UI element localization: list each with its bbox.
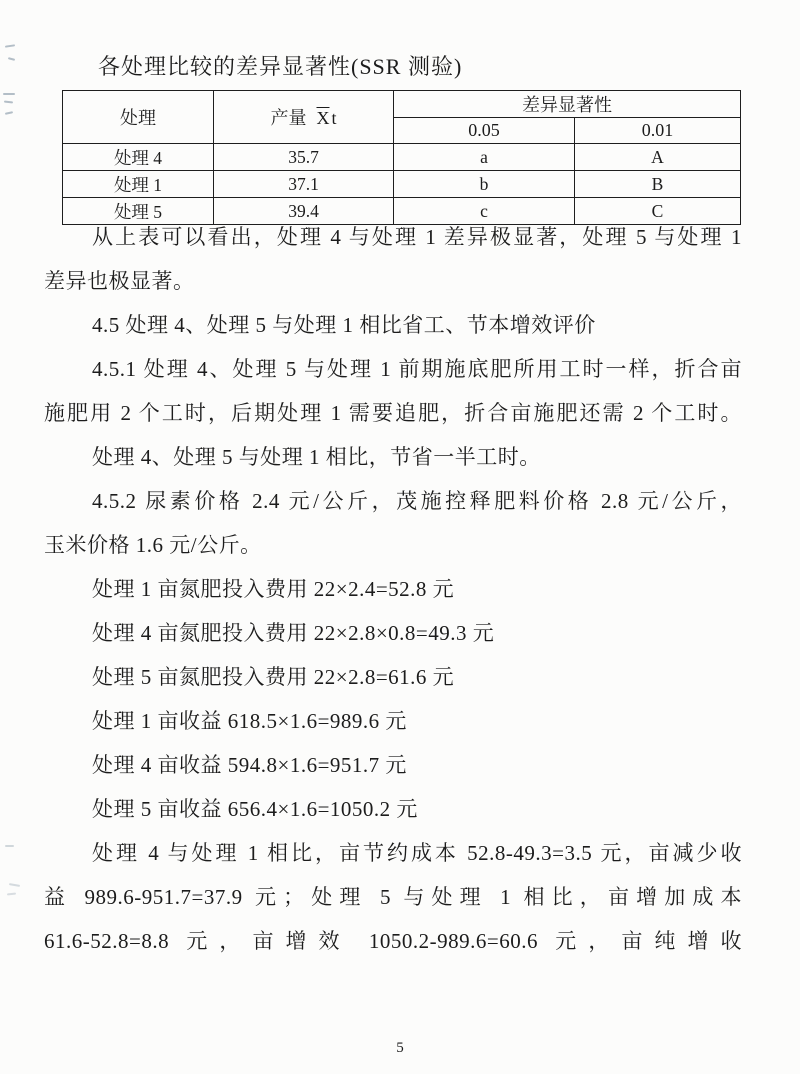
text-line: 61.6-52.8=8.8 元，亩增效 1050.2-989.6=60.6 元，亩纯增收 <box>44 929 742 953</box>
body-text <box>44 215 742 963</box>
cell-treatment: 处理 1 <box>63 171 214 198</box>
cell-sig-001: C <box>575 198 741 225</box>
page-number: 5 <box>396 1040 404 1056</box>
cell-treatment: 处理 5 <box>63 198 214 225</box>
text-line: 从上表可以看出，处理 4 与处理 1 差异极显著，处理 5 与处理 1 <box>92 225 742 249</box>
scan-artifact <box>7 893 16 896</box>
header-sig-005: 0.05 <box>394 118 575 144</box>
text-line: 处理 4 与处理 1 相比，亩节约成本 52.8-49.3=3.5 元，亩减少收 <box>92 841 742 865</box>
scan-artifact <box>5 845 14 847</box>
formula-line: 处理 4 亩氮肥投入费用 22×2.8×0.8=49.3 元 <box>92 621 495 645</box>
formula-line: 处理 1 亩收益 618.5×1.6=989.6 元 <box>92 709 407 733</box>
header-significance-group: 差异显著性 <box>394 91 741 118</box>
table-row <box>63 171 741 198</box>
cell-yield: 35.7 <box>214 144 394 171</box>
scan-artifact <box>9 883 20 887</box>
cell-sig-005: b <box>394 171 575 198</box>
text-line: 处理 4、处理 5 与处理 1 相比，节省一半工时。 <box>92 445 541 469</box>
cell-yield: 37.1 <box>214 171 394 198</box>
yield-xbar-symbol: $\overline{X}$ <box>316 108 330 128</box>
header-yield <box>214 91 394 144</box>
cell-sig-005: a <box>394 144 575 171</box>
formula-line: 处理 4 亩收益 594.8×1.6=951.7 元 <box>92 753 407 777</box>
header-sig-001: 0.01 <box>575 118 741 144</box>
cell-sig-001: A <box>575 144 741 171</box>
section-heading-4-5: 4.5 处理 4、处理 5 与处理 1 相比省工、节本增效评价 <box>92 313 596 337</box>
text-line: 施肥用 2 个工时，后期处理 1 需要追肥，折合亩施肥还需 2 个工时。 <box>44 401 742 425</box>
scan-artifact <box>5 111 13 115</box>
scan-artifact <box>3 93 15 95</box>
scan-artifact <box>4 101 13 104</box>
cell-yield: 39.4 <box>214 198 394 225</box>
text-line: 益 989.6-951.7=37.9 元；处理 5 与处理 1 相比，亩增加成本 <box>44 885 742 909</box>
cell-sig-005: c <box>394 198 575 225</box>
header-treatment: 处理 <box>63 91 214 144</box>
significance-table <box>62 90 741 225</box>
yield-label: 产量 <box>270 108 307 128</box>
formula-line: 处理 5 亩氮肥投入费用 22×2.8=61.6 元 <box>92 665 455 689</box>
text-line: 4.5.1 处理 4、处理 5 与处理 1 前期施底肥所用工时一样，折合亩 <box>92 357 742 381</box>
text-line: 差异也极显著。 <box>44 269 195 293</box>
cell-sig-001: B <box>575 171 741 198</box>
cell-treatment: 处理 4 <box>63 144 214 171</box>
formula-line: 处理 5 亩收益 656.4×1.6=1050.2 元 <box>92 797 418 821</box>
scan-artifact <box>5 44 15 47</box>
table-title: 各处理比较的差异显著性(SSR 测验) <box>98 54 463 79</box>
text-line: 玉米价格 1.6 元/公斤。 <box>44 533 262 557</box>
table-row <box>63 144 741 171</box>
text-line: 4.5.2 尿素价格 2.4 元/公斤，茂施控释肥料价格 2.8 元/公斤， <box>92 489 742 513</box>
formula-line: 处理 1 亩氮肥投入费用 22×2.4=52.8 元 <box>92 577 455 601</box>
scan-artifact <box>8 57 15 61</box>
yield-t-symbol: t <box>331 108 337 128</box>
